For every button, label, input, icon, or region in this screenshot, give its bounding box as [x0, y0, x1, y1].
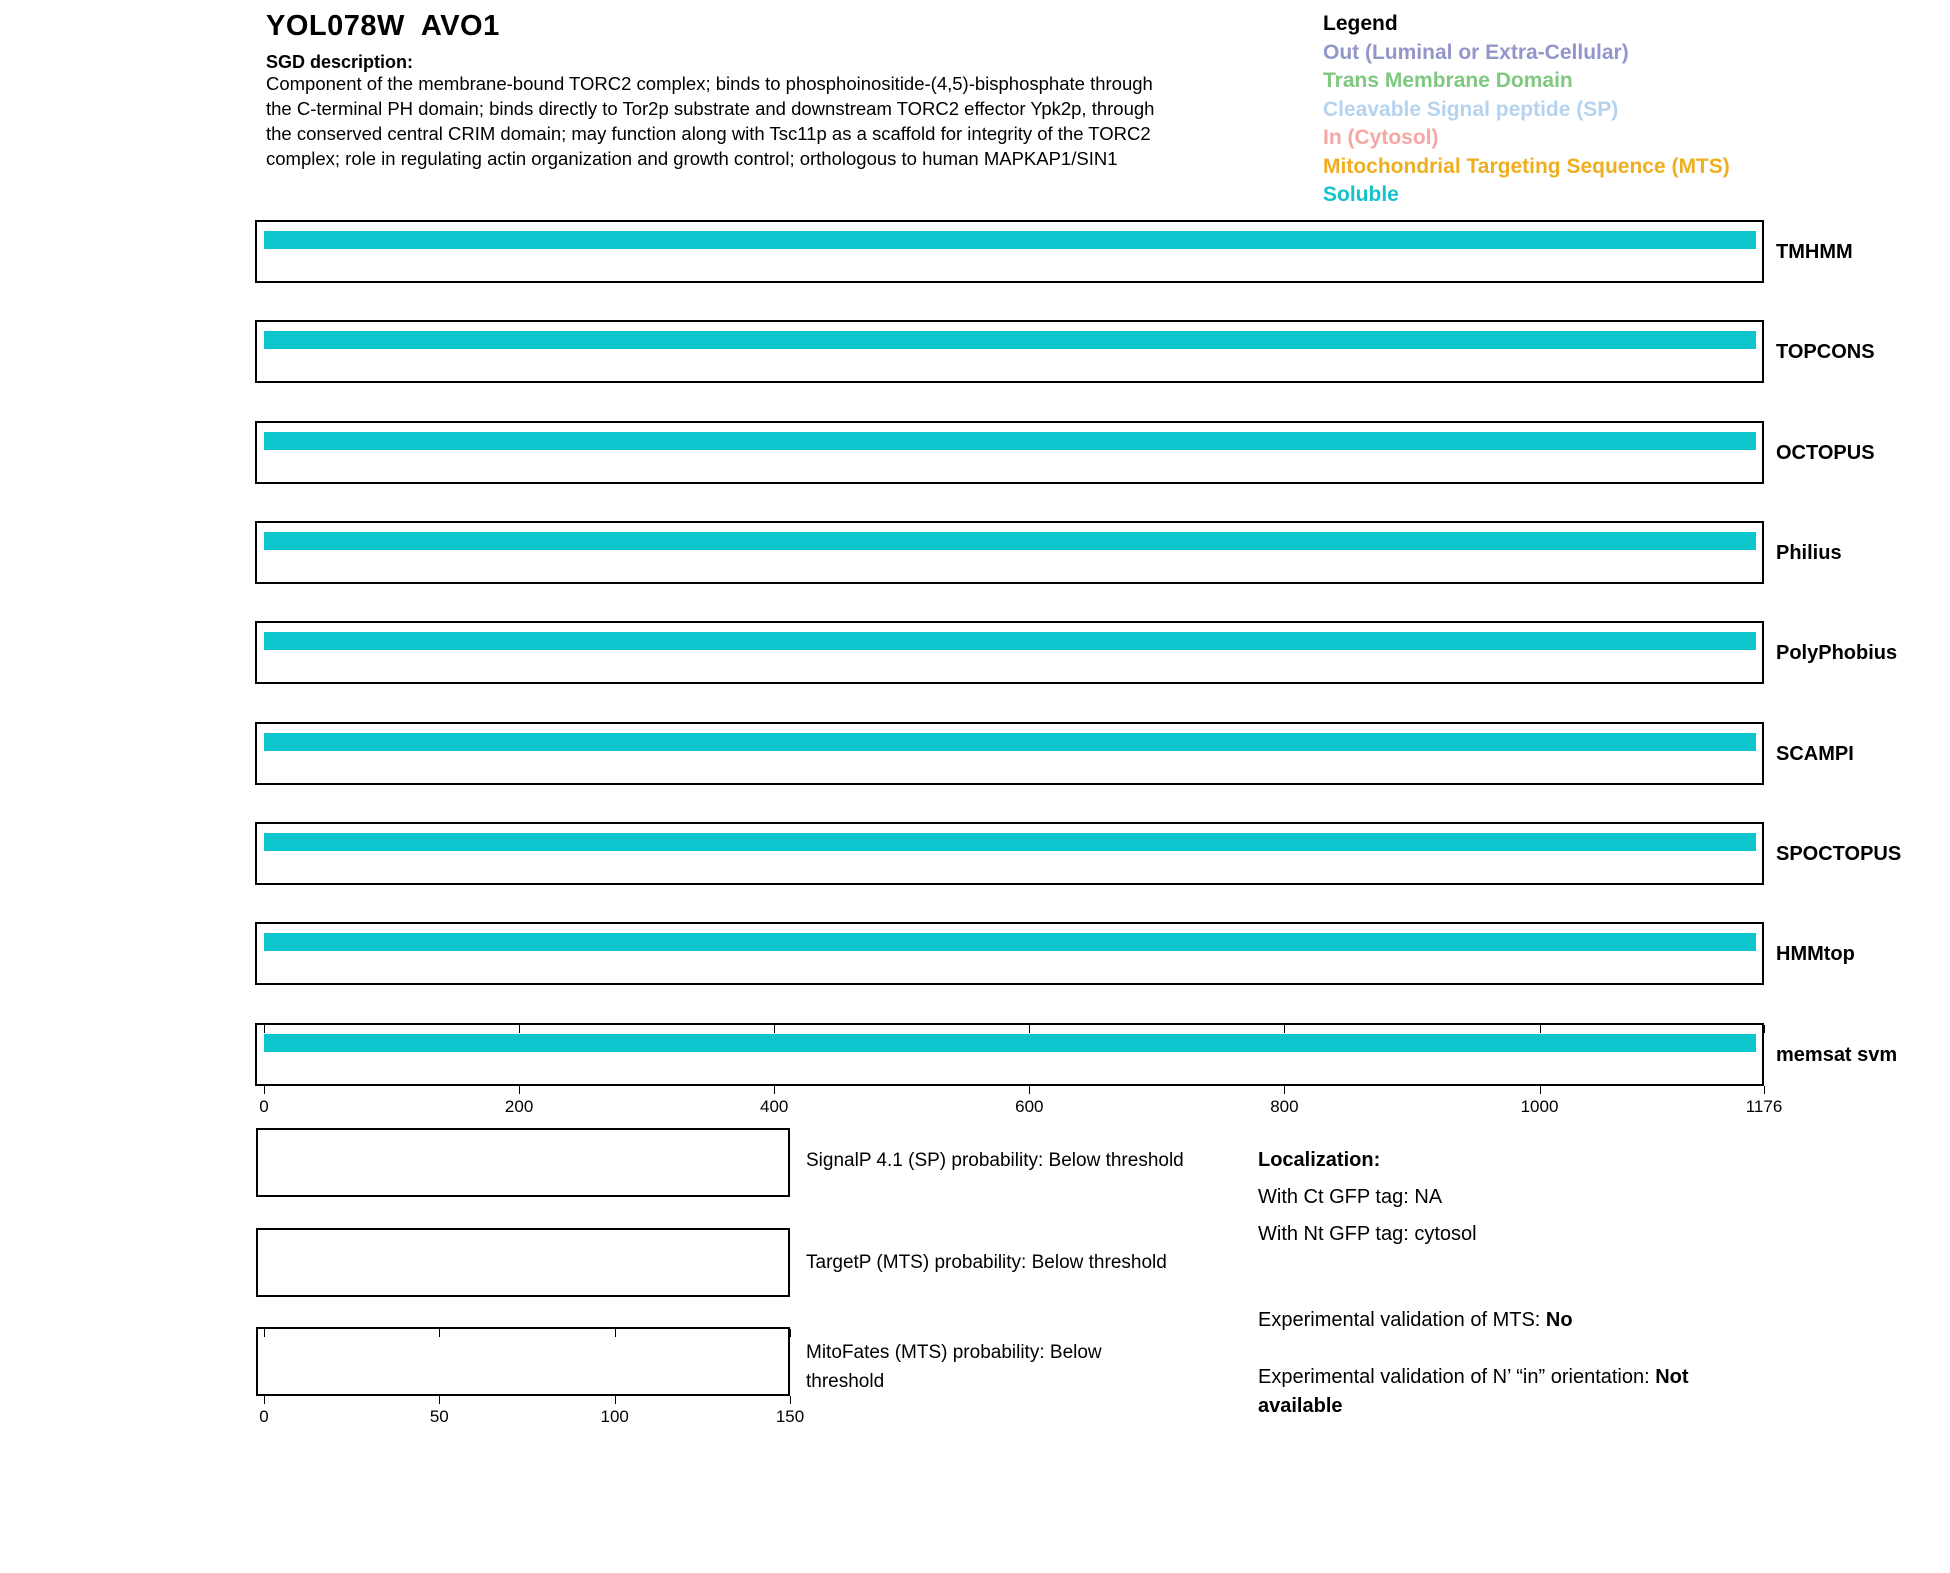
axis-tick [1764, 1025, 1765, 1033]
track-plot-box [255, 421, 1764, 484]
mitofates-plot-label: MitoFates (MTS) probability: Below threshold [806, 1342, 1102, 1392]
sgd-description-line: complex; role in regulating actin organization and growth control; orthologous to human MAPKAP1/SIN1 [266, 148, 1118, 169]
axis-tick-label: 1176 [1745, 1097, 1783, 1116]
probability-axis-top-ticks [264, 1329, 790, 1337]
signalp-plot-label: SignalP 4.1 (SP) probability: Below threshold [806, 1150, 1184, 1171]
axis-tick [1540, 1025, 1541, 1033]
sgd-description-line: Component of the membrane-bound TORC2 complex; binds to phosphoinositide-(4,5)-bisphosphate through [266, 73, 1153, 94]
axis-tick [1284, 1086, 1285, 1094]
axis-tick [774, 1086, 775, 1094]
axis-tick [439, 1396, 440, 1404]
localization-nt-gfp: With Nt GFP tag: cytosol [1258, 1223, 1477, 1245]
legend-heading: Legend [1323, 12, 1398, 35]
axis-tick [264, 1025, 265, 1033]
legend-item-out: Out (Luminal or Extra-Cellular) [1323, 40, 1629, 64]
sgd-description-line: the C-terminal PH domain; binds directly to Tor2p substrate and downstream TORC2 effector Ypk2p, through [266, 98, 1155, 119]
track-label: TOPCONS [1776, 341, 1875, 363]
legend-item-signal-peptide: Cleavable Signal peptide (SP) [1323, 97, 1619, 121]
axis-tick-label: 100 [600, 1407, 629, 1426]
axis-tick-label: 200 [504, 1097, 534, 1116]
track-label: SPOCTOPUS [1776, 843, 1902, 865]
legend-item-soluble: Soluble [1323, 183, 1399, 206]
axis-tick [1540, 1086, 1541, 1094]
track-row-octopus [255, 421, 1875, 484]
track-row-topcons [255, 320, 1875, 383]
track-label: SCAMPI [1776, 743, 1854, 765]
legend-item-in-cytosol: In (Cytosol) [1323, 126, 1439, 149]
axis-tick [519, 1025, 520, 1033]
axis-tick-label: 50 [429, 1407, 449, 1426]
axis-tick [519, 1086, 520, 1094]
axis-tick [1029, 1086, 1030, 1094]
legend-item-mts: Mitochondrial Targeting Sequence (MTS) [1323, 154, 1730, 178]
track-plot-box [255, 822, 1764, 885]
localization-heading: Localization: [1258, 1149, 1381, 1171]
track-plot-box [255, 320, 1764, 383]
axis-tick [264, 1086, 265, 1094]
axis-tick-label: 0 [259, 1407, 269, 1426]
axis-tick [439, 1329, 440, 1337]
axis-tick-label: 400 [760, 1097, 789, 1116]
soluble-prediction-bar [264, 231, 1756, 249]
soluble-prediction-bar [264, 733, 1756, 751]
page-title: YOL078W AVO1 [266, 10, 500, 42]
soluble-prediction-bar [264, 632, 1756, 650]
track-row-spoctopus [255, 822, 1902, 885]
signalp-plot-box [256, 1128, 790, 1197]
track-label: Philius [1776, 542, 1842, 564]
track-row-polyphobius [255, 621, 1898, 684]
targetp-plot-box [256, 1228, 790, 1297]
track-label: memsat svm [1776, 1044, 1898, 1066]
residue-axis-top-ticks [264, 1025, 1764, 1033]
track-plot-box [255, 621, 1764, 684]
residue-axis [259, 1086, 1783, 1126]
legend-item-transmembrane: Trans Membrane Domain [1323, 69, 1573, 92]
track-plot-box [255, 220, 1764, 283]
soluble-prediction-bar [264, 331, 1756, 349]
sgd-description-line: the conserved central CRIM domain; may function along with Tsc11p as a scaffold for integrity of the TORC2 [266, 123, 1151, 144]
orientation-validation-label: Experimental validation of N’ “in” orientation: [1258, 1366, 1656, 1388]
axis-tick [1284, 1025, 1285, 1033]
axis-tick [264, 1396, 265, 1404]
soluble-prediction-bar [264, 532, 1756, 550]
track-label: OCTOPUS [1776, 442, 1875, 464]
sgd-description-heading: SGD description: [266, 52, 414, 72]
soluble-prediction-bar [264, 1034, 1756, 1052]
probability-axis [259, 1396, 805, 1436]
axis-tick-label: 800 [1270, 1097, 1299, 1116]
soluble-prediction-bar [264, 833, 1756, 851]
legend [1323, 10, 1730, 210]
axis-tick [774, 1025, 775, 1033]
axis-tick [790, 1329, 791, 1337]
orientation-validation-line [1258, 1363, 1748, 1421]
axis-tick-label: 600 [1015, 1097, 1044, 1116]
orientation-validation-value: Not available [1258, 1366, 1689, 1417]
axis-tick [615, 1396, 616, 1404]
track-row-tmhmm [255, 220, 1853, 283]
localization-ct-gfp: With Ct GFP tag: NA [1258, 1186, 1443, 1208]
track-row-scampi [255, 722, 1854, 785]
targetp-plot-label: TargetP (MTS) probability: Below threshold [806, 1252, 1167, 1273]
axis-tick [615, 1329, 616, 1337]
track-plot-box [255, 922, 1764, 985]
track-row-philius [255, 521, 1842, 584]
mts-validation-line [1258, 1306, 1573, 1335]
mitofates-plot-box [256, 1327, 790, 1396]
axis-tick-label: 0 [259, 1097, 269, 1116]
soluble-prediction-bar [264, 933, 1756, 951]
axis-tick [1764, 1086, 1765, 1094]
axis-tick [790, 1396, 791, 1404]
axis-tick [264, 1329, 265, 1337]
track-row-hmmtop [255, 922, 1855, 985]
track-label: HMMtop [1776, 943, 1855, 965]
track-label: PolyPhobius [1776, 642, 1898, 664]
sgd-description-text [266, 71, 1154, 171]
mts-validation-value: No [1545, 1309, 1573, 1331]
axis-tick-label: 150 [775, 1407, 805, 1426]
soluble-prediction-bar [264, 432, 1756, 450]
track-plot-box [255, 722, 1764, 785]
axis-tick [1029, 1025, 1030, 1033]
mts-validation-label: Experimental validation of MTS: [1258, 1309, 1546, 1331]
axis-tick-label: 1000 [1520, 1097, 1559, 1116]
track-label: TMHMM [1776, 241, 1853, 263]
track-plot-box [255, 521, 1764, 584]
